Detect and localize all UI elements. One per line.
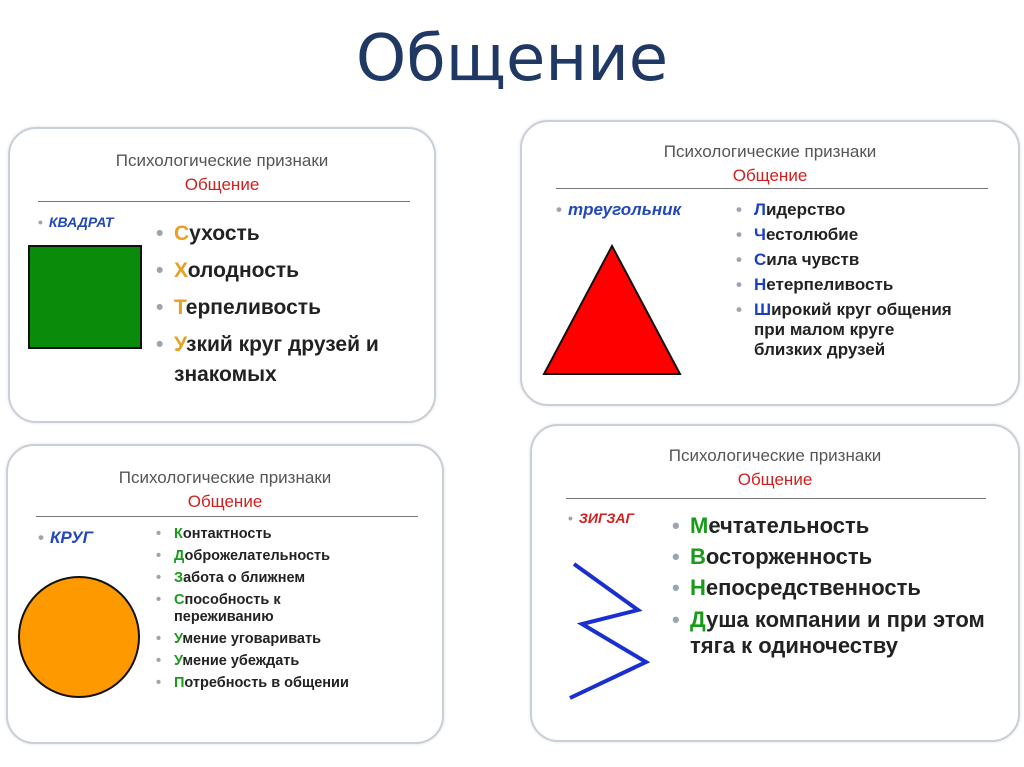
trait-rest: мение уговаривать xyxy=(182,631,321,647)
green-square-shape xyxy=(28,245,142,349)
shape-label-text: КВАДРАТ xyxy=(48,214,114,230)
list-item: • Доброжелательность xyxy=(156,548,331,564)
trait-initial: С xyxy=(174,222,190,245)
trait-initial: Д xyxy=(690,607,706,632)
trait-initial: М xyxy=(690,513,709,538)
list-item: • Нетерпеливость xyxy=(736,275,894,294)
orange-circle-shape xyxy=(18,576,140,698)
traits-list xyxy=(156,215,424,390)
zigzag-line xyxy=(570,564,646,698)
trait-initial: У xyxy=(174,653,183,669)
trait-rest: етерпеливость xyxy=(766,275,894,294)
list-item: • Потребность в общении xyxy=(156,675,349,691)
list-item: • Холодность xyxy=(156,259,300,282)
divider xyxy=(556,188,988,189)
trait-rest: естолюбие xyxy=(765,225,859,244)
list-item: • Лидерство xyxy=(736,200,846,219)
trait-rest: зкий круг друзей и знакомых xyxy=(174,333,379,386)
trait-initial: Н xyxy=(754,275,767,294)
card-heading xyxy=(8,468,442,512)
divider xyxy=(566,498,986,499)
trait-rest: отребность в общении xyxy=(184,675,349,691)
card-triangle xyxy=(520,120,1020,406)
trait-initial: У xyxy=(174,631,183,647)
trait-rest: пособность к переживанию xyxy=(174,592,281,625)
shape-label-text: ЗИГЗАГ xyxy=(578,510,635,526)
trait-rest: ирокий круг общения при малом круге близких друзей xyxy=(754,300,952,359)
trait-rest: идерство xyxy=(765,200,846,219)
list-item: • Мечтательность xyxy=(672,513,870,538)
trait-initial: В xyxy=(690,544,706,569)
trait-initial: С xyxy=(754,250,767,269)
card-heading-line2: Общение xyxy=(732,166,808,185)
card-heading xyxy=(522,142,1018,186)
trait-initial: Х xyxy=(174,259,188,282)
trait-initial: Л xyxy=(754,200,766,219)
list-item: • Терпеливость xyxy=(156,296,321,319)
card-heading-line1: Психологические признаки xyxy=(115,151,329,170)
shape-label: • КВАДРАТ xyxy=(38,214,114,230)
list-item: • Забота о ближнем xyxy=(156,570,306,586)
triangle-polygon xyxy=(544,246,680,374)
list-item: • Душа компании и при этом тяга к одиночеству xyxy=(672,607,985,658)
card-heading xyxy=(10,151,434,195)
page-title: Общение xyxy=(355,22,669,96)
card-zigzag xyxy=(530,424,1020,742)
trait-initial: Ч xyxy=(754,225,766,244)
trait-rest: уша компании и при этом тяга к одиночеству xyxy=(690,607,985,658)
card-heading-line2: Общение xyxy=(184,175,260,194)
list-item: • Контактность xyxy=(156,526,272,542)
trait-rest: ечтательность xyxy=(708,513,870,538)
divider xyxy=(38,201,410,202)
trait-rest: ухость xyxy=(189,222,260,245)
trait-initial: Н xyxy=(690,575,706,600)
list-item: • Честолюбие xyxy=(736,225,859,244)
list-item: • Широкий круг общения при малом круге близких друзей xyxy=(736,300,952,359)
card-heading-line2: Общение xyxy=(737,470,813,489)
shape-label: • треугольник xyxy=(556,200,682,219)
trait-rest: оброжелательность xyxy=(184,548,331,564)
list-item: • Умение убеждать xyxy=(156,653,300,669)
list-item: • Восторженность xyxy=(672,544,873,569)
shape-label: • КРУГ xyxy=(38,528,94,547)
trait-rest: абота о ближнем xyxy=(183,570,306,586)
trait-rest: олодность xyxy=(187,259,300,282)
shape-label: • ЗИГЗАГ xyxy=(568,510,635,526)
red-triangle-shape xyxy=(540,242,684,378)
shape-label-text: треугольник xyxy=(567,200,682,219)
list-item: • Способность к переживанию xyxy=(156,592,281,625)
list-item: • Сухость xyxy=(156,222,260,245)
trait-rest: ерпеливость xyxy=(185,296,321,319)
list-item: • Узкий круг друзей и знакомых xyxy=(156,333,379,386)
list-item: • Непосредственность xyxy=(672,575,921,600)
list-item: • Сила чувств xyxy=(736,250,860,269)
trait-rest: ила чувств xyxy=(766,250,860,269)
trait-rest: онтактность xyxy=(182,526,272,542)
trait-initial: К xyxy=(174,526,183,542)
traits-list xyxy=(736,200,1006,360)
trait-rest: мение убеждать xyxy=(182,653,300,669)
card-heading-line2: Общение xyxy=(187,492,263,511)
traits-list xyxy=(672,510,1008,659)
trait-initial: З xyxy=(174,570,184,586)
card-circle xyxy=(6,444,444,744)
trait-rest: осторженность xyxy=(705,544,873,569)
blue-zigzag-shape xyxy=(564,558,664,706)
trait-initial: П xyxy=(174,675,185,691)
card-heading-line1: Психологические признаки xyxy=(668,446,882,465)
list-item: • Умение уговаривать xyxy=(156,631,321,647)
card-heading-line1: Психологические признаки xyxy=(663,142,877,161)
card-heading-line1: Психологические признаки xyxy=(118,468,332,487)
trait-rest: епосредственность xyxy=(705,575,921,600)
card-square xyxy=(8,127,436,423)
divider xyxy=(36,516,418,517)
traits-list xyxy=(156,526,426,692)
trait-initial: У xyxy=(174,333,187,356)
trait-initial: Д xyxy=(174,548,185,564)
card-heading xyxy=(532,446,1018,490)
shape-label-text: КРУГ xyxy=(49,528,94,547)
trait-initial: С xyxy=(174,592,185,608)
trait-initial: Ш xyxy=(754,300,772,319)
trait-initial: Т xyxy=(174,296,186,319)
